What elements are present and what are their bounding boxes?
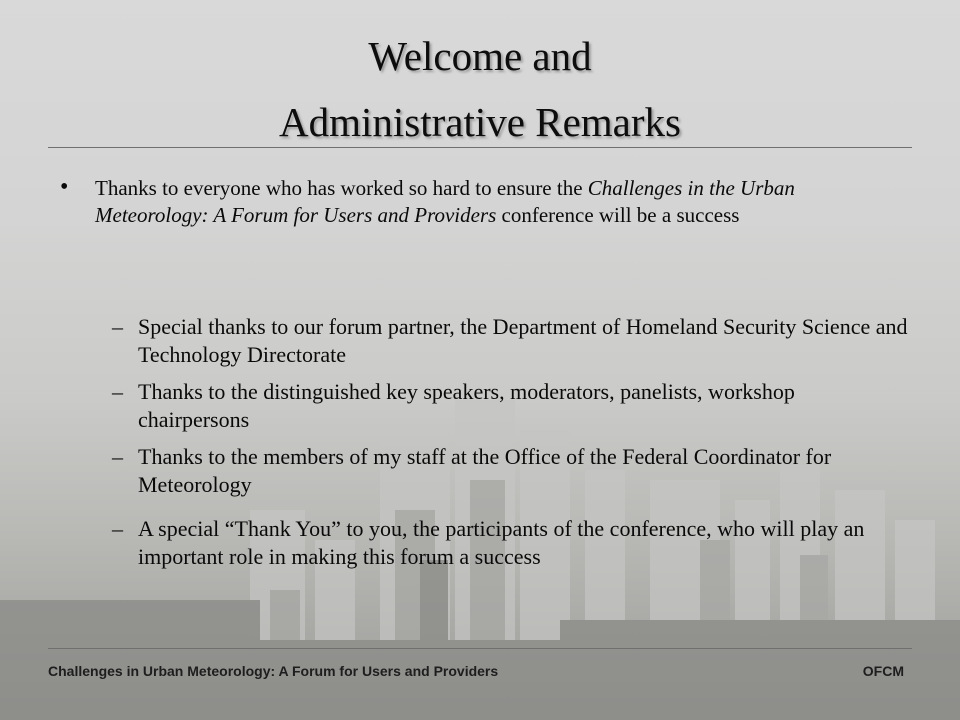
sub-bullet-marker: –	[112, 379, 123, 404]
slide-title-line-1: Welcome and	[368, 33, 592, 79]
bullet-text-end: conference will be a success	[496, 203, 740, 227]
sub-bullet-marker: –	[112, 314, 123, 339]
main-bullet-text	[95, 175, 895, 229]
sub-bullet-text-speakers: Thanks to the distinguished key speakers, moderators, panelists, workshop chairpersons	[138, 379, 795, 432]
footer-divider	[48, 648, 912, 649]
bullet-marker: •	[60, 174, 69, 200]
sub-bullet-text-participants: A special “Thank You” to you, the participants of the conference, who will play an important role in making this forum a success	[138, 516, 865, 569]
footer-conference-title: Challenges in Urban Meteorology: A Forum for Users and Providers	[48, 663, 499, 679]
sub-bullet-marker: –	[112, 444, 123, 469]
conference-name-emphasis: Challenges in the Urban Meteorology: A Forum for Users and Providers	[95, 176, 795, 227]
sub-bullet-marker: –	[112, 516, 123, 541]
bullet-text-start: Thanks to everyone who has worked so hard to ensure the	[95, 176, 588, 200]
sub-bullet-text-staff: Thanks to the members of my staff at the Office of the Federal Coordinator for Meteorology	[138, 444, 832, 497]
slide-title-line-2: Administrative Remarks	[279, 99, 681, 145]
sub-bullet-text-homeland-security: Special thanks to our forum partner, the Department of Homeland Security Science and Technology Directorate	[138, 314, 908, 367]
footer-organization: OFCM	[862, 663, 904, 679]
title-divider	[48, 147, 912, 148]
